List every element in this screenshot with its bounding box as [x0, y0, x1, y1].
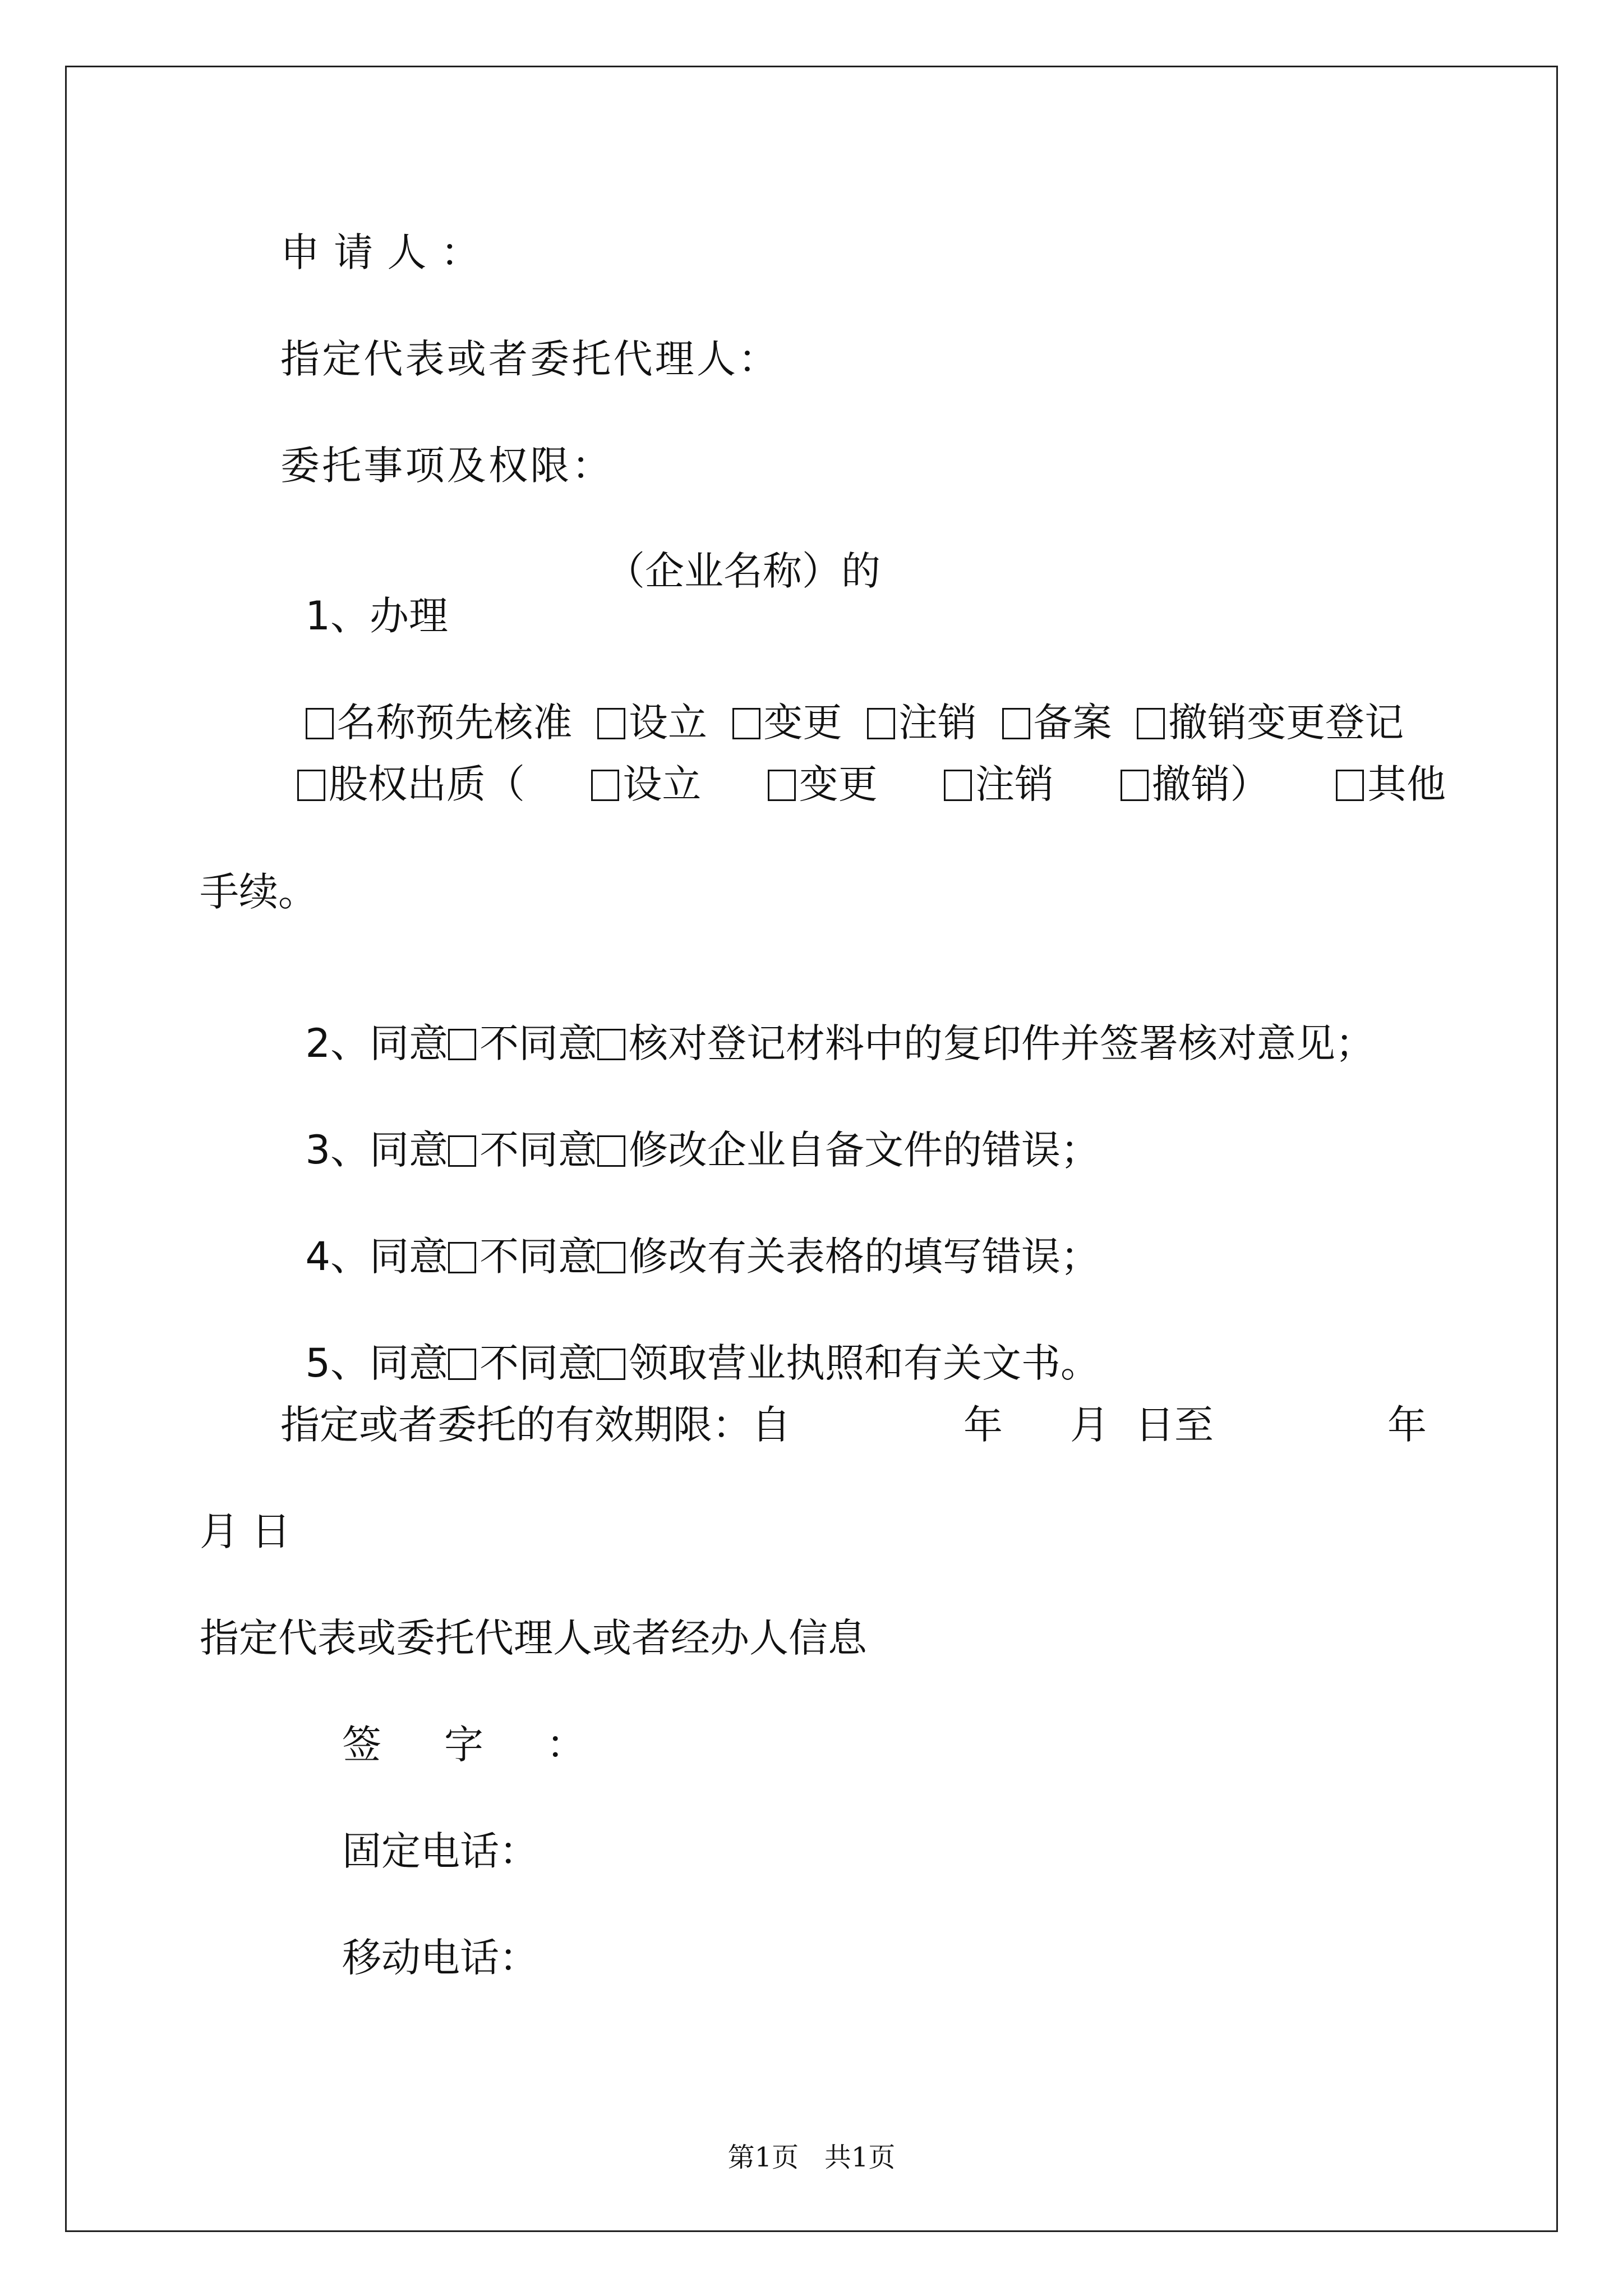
- signature-label: 签字：: [342, 1722, 648, 1768]
- option-label: 注销: [898, 700, 978, 746]
- item-1-company: （企业名称）的: [606, 548, 880, 594]
- option-label: 变更: [799, 761, 878, 807]
- checkbox[interactable]: [1121, 770, 1149, 801]
- validity-month: 月: [1070, 1402, 1109, 1448]
- info-heading: 指定代表或委托代理人或者经办人信息: [200, 1615, 867, 1661]
- designated-rep-label: 指定代表或者委托代理人：: [280, 336, 780, 382]
- agree-checkbox[interactable]: [448, 1135, 476, 1167]
- item-number: 2、: [305, 1020, 370, 1066]
- consent-item: [280, 1189, 1100, 1280]
- validity-month-day: 月 日: [200, 1508, 291, 1554]
- disagree-label: 不同意: [479, 1127, 598, 1173]
- disagree-label: 不同意: [479, 1234, 598, 1280]
- checkbox[interactable]: [297, 770, 325, 801]
- checkbox[interactable]: [1137, 708, 1165, 739]
- option-label: 名称预先核准: [336, 700, 573, 746]
- mobile-label: 移动电话：: [342, 1935, 538, 1981]
- consent-item: [280, 1083, 1100, 1173]
- checkbox[interactable]: [944, 770, 972, 801]
- options-row-1: [280, 655, 1404, 746]
- applicant-label: 申请人：: [280, 229, 494, 275]
- item-text: 修改企业自备文件的错误；: [629, 1127, 1100, 1173]
- item-text: 核对登记材料中的复印件并签署核对意见；: [629, 1020, 1375, 1066]
- item-text: 修改有关表格的填写错误；: [629, 1234, 1100, 1280]
- disagree-checkbox[interactable]: [597, 1029, 625, 1060]
- item-number: 4、: [305, 1234, 370, 1280]
- matters-heading: 委托事项及权限：: [280, 443, 614, 489]
- checkbox[interactable]: [732, 708, 760, 739]
- option-label: 撤销变更登记: [1168, 700, 1404, 746]
- checkbox[interactable]: [867, 708, 895, 739]
- disagree-label: 不同意: [479, 1340, 598, 1386]
- option-label: 其他: [1367, 761, 1446, 807]
- validity-year: 年: [963, 1402, 1003, 1448]
- agree-label: 同意: [370, 1234, 449, 1280]
- option-label: 股权出质（: [329, 761, 525, 807]
- item-text: 领取营业执照和有关文书。: [629, 1340, 1100, 1386]
- landline-label: 固定电话：: [342, 1828, 538, 1874]
- option-label: 注销: [975, 761, 1054, 807]
- agree-label: 同意: [370, 1020, 449, 1066]
- validity-day-to: 日至: [1135, 1402, 1214, 1448]
- checkbox[interactable]: [591, 770, 619, 801]
- disagree-label: 不同意: [479, 1020, 598, 1066]
- consent-item: [280, 1296, 1100, 1386]
- option-label: 撤销）: [1151, 761, 1270, 807]
- option-label: 变更: [763, 700, 842, 746]
- page-number: 第1页: [727, 2142, 799, 2173]
- option-label: 备案: [1033, 700, 1112, 746]
- options-row-2: [297, 762, 1446, 807]
- page-footer: [0, 2142, 1623, 2173]
- item-1: [280, 549, 449, 639]
- disagree-checkbox[interactable]: [597, 1135, 625, 1167]
- item-1-prefix: 1、办理: [305, 593, 449, 639]
- validity-year-end: 年: [1387, 1402, 1427, 1448]
- checkbox[interactable]: [1336, 770, 1364, 801]
- agree-checkbox[interactable]: [448, 1029, 476, 1060]
- agree-label: 同意: [370, 1340, 449, 1386]
- checkbox[interactable]: [768, 770, 796, 801]
- item-number: 3、: [305, 1127, 370, 1173]
- option-label: 设立: [623, 761, 702, 807]
- agree-label: 同意: [370, 1127, 449, 1173]
- item-number: 5、: [305, 1340, 370, 1386]
- disagree-checkbox[interactable]: [597, 1349, 625, 1380]
- checkbox[interactable]: [597, 708, 625, 739]
- procedures-text: 手续。: [200, 869, 317, 915]
- checkbox[interactable]: [306, 708, 334, 739]
- consent-item: [280, 976, 1375, 1066]
- option-label: 设立: [629, 700, 708, 746]
- agree-checkbox[interactable]: [448, 1242, 476, 1273]
- page-total: 共1页: [824, 2142, 896, 2173]
- checkbox[interactable]: [1002, 708, 1030, 739]
- disagree-checkbox[interactable]: [597, 1242, 625, 1273]
- agree-checkbox[interactable]: [448, 1349, 476, 1380]
- validity-label: 指定或者委托的有效期限：自: [280, 1402, 791, 1448]
